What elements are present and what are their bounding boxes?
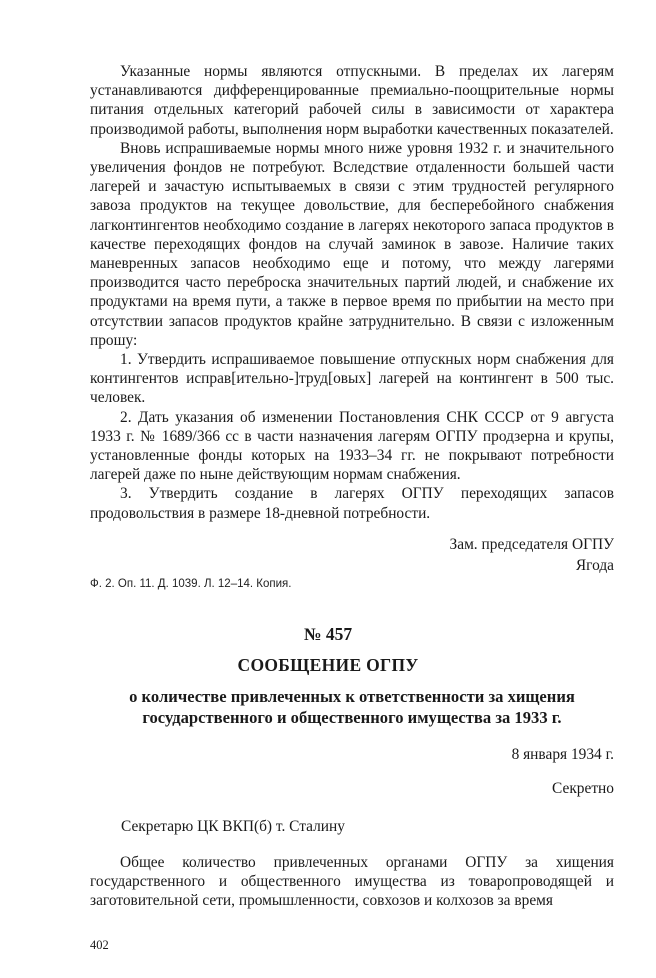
paragraph: Указанные нормы являются отпускными. В пределах их лагерям устанавливаются дифференцированные премиально-поощрительные нормы питания отдельных категорий рабочей силы в зависимости от характера производимой работы, выполнения норм выработки качественных показателей. [90, 63, 614, 138]
paragraph: 3. Утвердить создание в лагерях ОГПУ переходящих запасов продовольствия в размере 18-дневной потребности. [90, 485, 614, 522]
page-number: 402 [90, 938, 109, 952]
signature-name: Ягода [575, 557, 614, 574]
body-text-top [90, 62, 614, 523]
paragraph: Общее количество привлеченных органами ОГПУ за хищения государственного и общественного имущества из товаропроводящей и заготовительной сети, промышленности, совхозов и колхозов за время [90, 854, 614, 910]
paragraph: 1. Утвердить испрашиваемое повышение отпускных норм снабжения для контингентов исправ[ительно-]труд[овых] лагерей на контингент в 500 тыс. человек. [90, 351, 614, 407]
signature-position: Зам. председателя ОГПУ [449, 536, 614, 553]
signature-block [450, 534, 614, 576]
document-title: о количестве привлеченных к ответственности за хищения государственного и общественного имущества за 1933 г. [129, 687, 575, 727]
paragraph: 2. Дать указания об изменении Постановления СНК СССР от 9 августа 1933 г. № 1689/366 сс в части назначения лагерям ОГПУ продзерна и крупы, установленные фонды которых на 1933–34 гг. не покрывают потребности лагерей даже по ныне действующим нормам снабжения. [90, 408, 614, 484]
archive-reference: Ф. 2. Оп. 11. Д. 1039. Л. 12–14. Копия. [90, 578, 292, 590]
document-number: № 457 [303, 624, 353, 644]
document-date: 8 января 1934 г. [511, 746, 614, 763]
paragraph: Вновь испрашиваемые нормы много ниже уровня 1932 г. и значительного увеличения фондов не потребуют. Вследствие отдаленности большей части лагерей и зачастую испытываемых в связи с этим трудностей регулярного завоза продуктов на текущее довольствие, для бесперебойного снабжения лагконтингентов необходимо создание в лагерях некоторого запаса продуктов в качестве переходящих фондов на случай заминок в завозе. Наличие таких маневренных запасов необходимо еще и потому, что между лагерями производится часто переброска значительных партий людей, и снабжение их продуктами на время пути, а также в первое время по прибытии на место при отсутствии запасов продуктов крайне затруднительно. В связи с изложенным прошу: [90, 139, 614, 349]
body-text-bottom [90, 853, 614, 911]
addressee: Секретарю ЦК ВКП(б) т. Сталину [121, 818, 345, 835]
document-type: СООБЩЕНИЕ ОГПУ [237, 655, 419, 675]
classification-label: Секретно [552, 780, 614, 797]
